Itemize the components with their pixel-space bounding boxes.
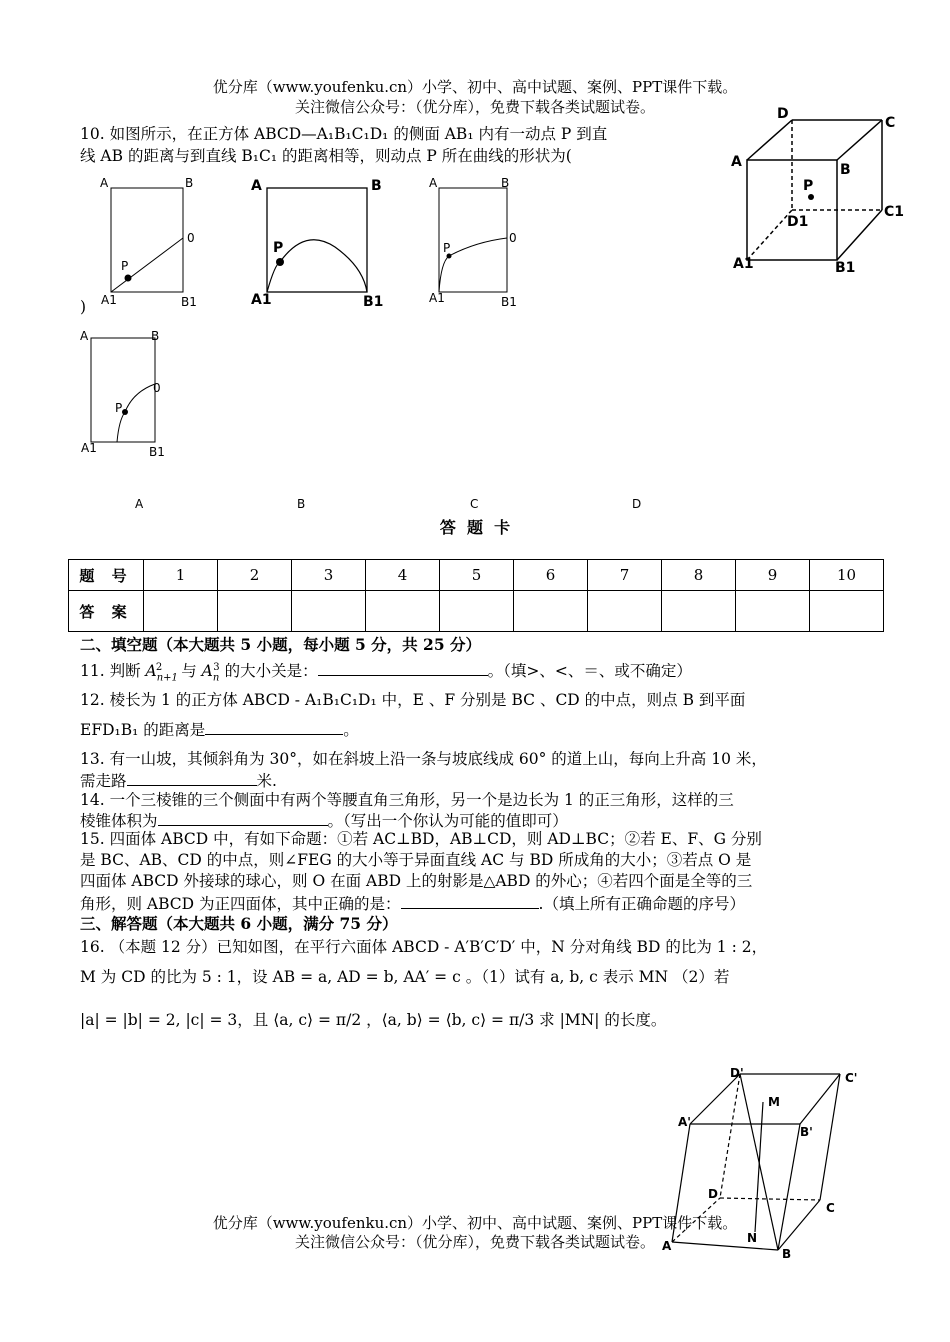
cube-label-p: P xyxy=(803,178,814,194)
answer-card-title: 答 题 卡 xyxy=(439,518,511,537)
fig-d-label-b1: B1 xyxy=(149,445,165,459)
fig-c-label-b: B xyxy=(501,176,510,190)
fig-b-label-b1: B1 xyxy=(363,294,384,310)
question-number-label: 题 号 xyxy=(69,560,144,591)
answer-cell[interactable] xyxy=(292,591,366,632)
section-3-title: 三、解答题（本大题共 6 小题，满分 75 分） xyxy=(80,914,398,933)
answer-label: 答 案 xyxy=(69,591,144,632)
fig-a-label-o: 0 xyxy=(187,231,195,245)
option-figure-b xyxy=(245,172,395,312)
q16-line-1: 16. （本题 12 分）已知如图，在平行六面体 ABCD - A′B′C′D′ 中，N 分对角线 BD 的比为 1 : 2， xyxy=(80,938,768,956)
fig-a-label-a: A xyxy=(100,176,109,190)
answer-table xyxy=(68,559,884,632)
option-label-d: D xyxy=(632,497,642,511)
fig-b-label-b: B xyxy=(371,178,382,194)
q10-line-2: 线 AB 的距离与到直线 B₁C₁ 的距离相等，则动点 P 所在曲线的形状为( xyxy=(80,147,572,165)
prism-label-b-prime: B' xyxy=(800,1125,813,1139)
prism-label-b: B xyxy=(782,1247,792,1261)
prism-label-m: M xyxy=(768,1095,780,1109)
fig-a-label-b: B xyxy=(185,176,194,190)
cube-label-b: B xyxy=(840,162,851,178)
answer-cell[interactable] xyxy=(514,591,588,632)
answer-cell[interactable] xyxy=(736,591,810,632)
fig-c-label-a1: A1 xyxy=(429,291,445,305)
q13-line-1: 13. 有一山坡，其倾斜角为 30°，如在斜坡上沿一条与坡底线成 60° 的道上山，每向上升高 10 米， xyxy=(80,750,767,768)
question-number: 5 xyxy=(440,560,514,591)
q12-line-1: 12. 棱长为 1 的正方体 ABCD - A₁B₁C₁D₁ 中，E 、F 分别是 BC 、CD 的中点，则点 B 到平面 xyxy=(80,691,746,709)
question-number: 1 xyxy=(144,560,218,591)
prism-label-d: D xyxy=(708,1187,718,1201)
fig-b-label-a: A xyxy=(251,178,262,194)
prism-label-c-prime: C' xyxy=(845,1071,858,1085)
answer-table-answer-row xyxy=(69,591,884,632)
cube-label-a1: A1 xyxy=(733,256,754,272)
cube-label-d1: D1 xyxy=(787,214,809,230)
question-number: 7 xyxy=(588,560,662,591)
q11: 11. 判断 $A_{n+1}^2$ 与 $A_n^3$ 的大小关是： 。（填>、<、＝、或不确定） xyxy=(80,657,692,688)
fig-d-label-o: 0 xyxy=(153,381,161,395)
footer-line-2: 关注微信公众号：（优分库），免费下载各类试题试卷。 xyxy=(294,1233,655,1251)
q15-line-1: 15. 四面体 ABCD 中，有如下命题：①若 AC⊥BD，AB⊥CD，则 AD⊥BC；②若 E、F、G 分别 xyxy=(80,830,762,848)
question-number: 8 xyxy=(662,560,736,591)
prism-label-n: N xyxy=(747,1231,758,1245)
fig-a-label-b1: B1 xyxy=(181,295,197,309)
q12-line-2: EFD₁B₁ 的距离是 。 xyxy=(80,718,359,741)
q16-line-2: M 为 CD 的比为 5 : 1，设 AB = a, AD = b, AA′ = c 。（1）试有 a, b, c 表示 MN （2）若 xyxy=(80,968,730,986)
option-label-b: B xyxy=(297,497,306,511)
answer-cell[interactable] xyxy=(144,591,218,632)
option-label-a: A xyxy=(135,497,144,511)
section-2-title: 二、填空题（本大题共 5 小题，每小题 5 分，共 25 分） xyxy=(80,635,482,654)
q10-line-1: 10. 如图所示，在正方体 ABCD—A₁B₁C₁D₁ 的侧面 AB₁ 内有一动点 P 到直 xyxy=(80,125,608,143)
cube-label-c1: C1 xyxy=(884,204,905,220)
fig-a-label-p: P xyxy=(121,259,129,273)
q14-blank[interactable] xyxy=(158,809,328,826)
prism-label-a-prime: A' xyxy=(678,1115,691,1129)
fig-c-label-p: P xyxy=(443,241,451,255)
answer-cell[interactable] xyxy=(588,591,662,632)
answer-cell[interactable] xyxy=(366,591,440,632)
q15-blank[interactable] xyxy=(401,892,539,909)
cube-label-a: A xyxy=(731,154,742,170)
answer-cell[interactable] xyxy=(440,591,514,632)
fig-c-label-o: 0 xyxy=(509,231,517,245)
answer-cell[interactable] xyxy=(218,591,292,632)
fig-d-label-b: B xyxy=(151,329,160,343)
prism-label-c: C xyxy=(826,1201,835,1215)
prism-label-d-prime: D' xyxy=(730,1066,744,1080)
q11-blank[interactable] xyxy=(318,659,488,676)
answer-table-number-row xyxy=(69,560,884,591)
q12-blank[interactable] xyxy=(205,718,343,735)
cube-point-p xyxy=(808,194,814,200)
q13-line-2: 需走路 米. xyxy=(80,769,277,792)
fig-c-label-a: A xyxy=(429,176,438,190)
answer-cell[interactable] xyxy=(810,591,884,632)
question-number: 10 xyxy=(810,560,884,591)
fig-b-label-a1: A1 xyxy=(251,292,272,308)
answer-cell[interactable] xyxy=(662,591,736,632)
fig-b-label-p: P xyxy=(273,240,284,256)
question-number: 4 xyxy=(366,560,440,591)
cube-label-c: C xyxy=(885,115,896,131)
q15-line-3: 四面体 ABCD 外接球的球心，则 O 在面 ABD 上的射影是△ABD 的外心；④若四个面是全等的三 xyxy=(80,872,753,890)
header-line-1: 优分库（www.youfenku.cn）小学、初中、高中试题、案例、PPT课件下载。 xyxy=(212,78,738,96)
option-figure-d xyxy=(75,322,185,462)
q13-blank[interactable] xyxy=(127,769,257,786)
q10-close-paren: ) xyxy=(80,298,87,316)
fig-d-label-p: P xyxy=(115,401,123,415)
question-number: 3 xyxy=(292,560,366,591)
cube-label-d: D xyxy=(777,106,789,122)
prism-label-a: A xyxy=(662,1239,672,1253)
q15-line-4: 角形，则 ABCD 为正四面体，其中正确的是： .（填上所有正确命题的序号） xyxy=(80,892,745,915)
q14-line-2: 棱锥体积为 。（写出一个你认为可能的值即可） xyxy=(80,809,568,832)
header-line-2: 关注微信公众号：（优分库），免费下载各类试题试卷。 xyxy=(294,98,655,116)
cube-figure xyxy=(725,100,915,280)
fig-a-label-a1: A1 xyxy=(101,293,117,307)
fig-d-label-a: A xyxy=(80,329,89,343)
question-number: 9 xyxy=(736,560,810,591)
footer-line-1: 优分库（www.youfenku.cn）小学、初中、高中试题、案例、PPT课件下载。 xyxy=(212,1214,738,1232)
option-label-c: C xyxy=(470,497,479,511)
option-figure-c xyxy=(425,172,535,312)
option-figure-a xyxy=(95,172,215,312)
q14-line-1: 14. 一个三棱锥的三个侧面中有两个等腰直角三角形，另一个是边长为 1 的正三角形，这样的三 xyxy=(80,791,734,809)
question-number: 2 xyxy=(218,560,292,591)
cube-label-b1: B1 xyxy=(835,260,856,276)
fig-d-label-a1: A1 xyxy=(81,441,97,455)
question-number: 6 xyxy=(514,560,588,591)
q15-line-2: 是 BC、AB、CD 的中点，则∠FEG 的大小等于异面直线 AC 与 BD 所成角的大小；③若点 O 是 xyxy=(80,851,752,869)
q16-line-3: |a| = |b| = 2, |c| = 3，且 ⟨a, c⟩ = π/2 ，⟨a, b⟩ = ⟨b, c⟩ = π/3 求 |MN| 的长度。 xyxy=(80,1011,667,1029)
fig-c-label-b1: B1 xyxy=(501,295,517,309)
